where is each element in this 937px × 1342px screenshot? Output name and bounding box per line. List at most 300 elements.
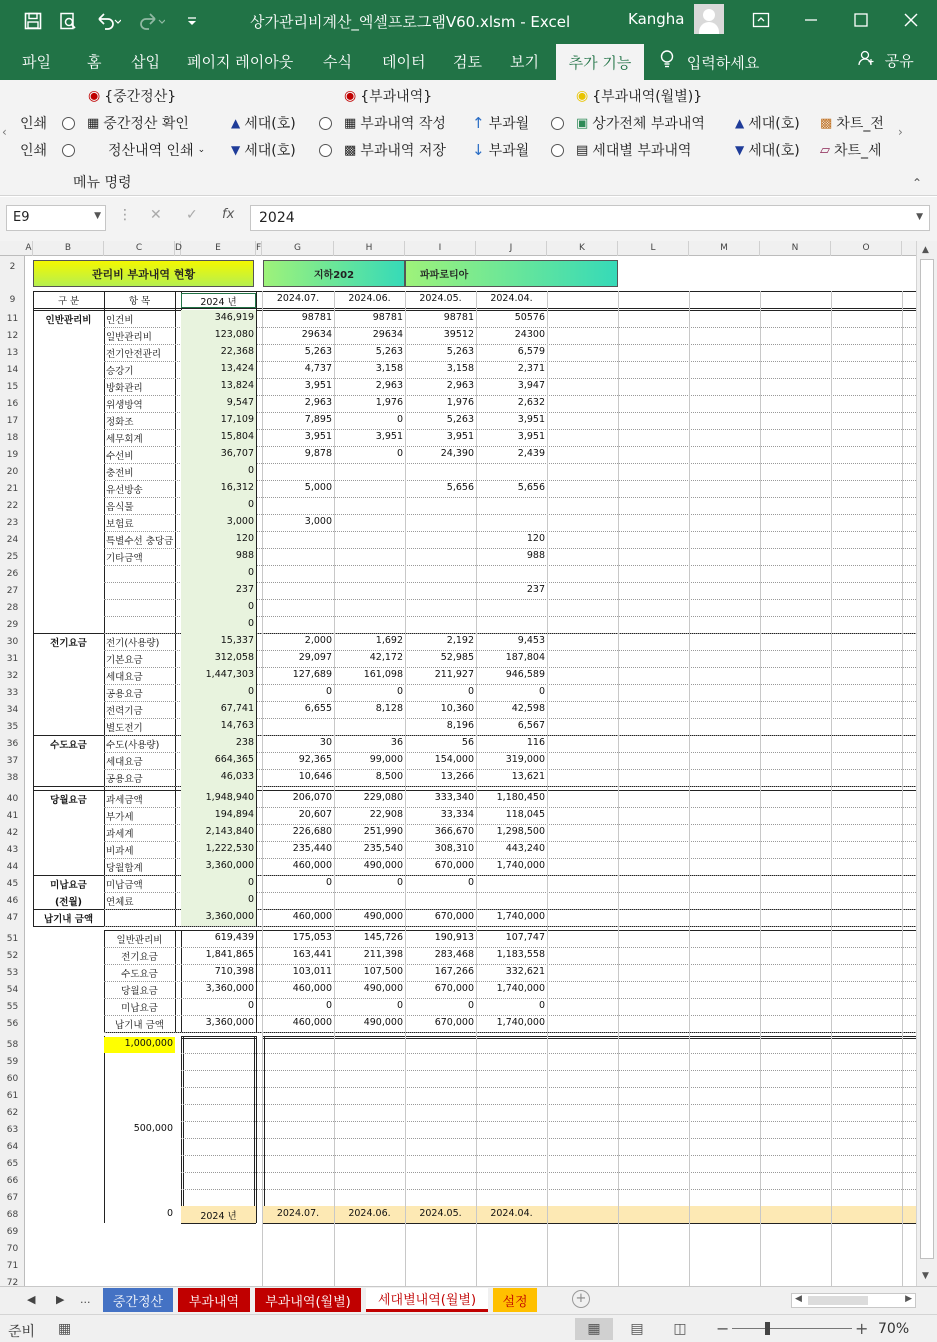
month-value[interactable]	[262, 584, 334, 599]
month-value[interactable]	[334, 584, 405, 599]
row-header[interactable]: 15	[6, 382, 19, 392]
sheet-more-icon[interactable]: ...	[80, 1293, 91, 1306]
column-header[interactable]: K	[547, 241, 618, 256]
year-total[interactable]: 9,547	[226, 397, 254, 408]
save-icon[interactable]	[16, 0, 50, 42]
month-value[interactable]: 3,951	[304, 380, 332, 391]
item-label[interactable]	[104, 618, 175, 633]
column-header[interactable]: L	[618, 241, 689, 256]
column-header[interactable]: D	[175, 241, 181, 256]
radio-1[interactable]	[62, 113, 75, 133]
summary-total[interactable]: 3,360,000	[205, 1017, 254, 1028]
row-header[interactable]: 37	[6, 756, 19, 766]
year-total[interactable]: 1,948,940	[205, 792, 254, 803]
row-header[interactable]: 31	[6, 654, 19, 664]
month-value[interactable]	[334, 601, 405, 616]
group-label[interactable]: 인반관리비	[45, 315, 92, 326]
item-label[interactable]: 음식물	[106, 502, 134, 513]
summary-month-value[interactable]: 167,266	[434, 966, 474, 977]
column-header[interactable]: A	[25, 241, 33, 256]
zoom-slider[interactable]	[732, 1328, 852, 1329]
customize-quick-access-icon[interactable]	[180, 0, 204, 42]
month-value[interactable]	[334, 720, 405, 735]
summary-month-value[interactable]: 145,726	[363, 932, 403, 943]
sheet-tab-charges-monthly[interactable]: 부과내역(월별)	[255, 1288, 361, 1312]
month-value[interactable]	[405, 601, 476, 616]
summary-month-value[interactable]: 0	[325, 1000, 332, 1011]
month-value[interactable]: 443,240	[505, 843, 545, 854]
month-value[interactable]: 366,670	[434, 826, 474, 837]
macro-record-icon[interactable]: ▦	[58, 1321, 72, 1337]
month-value[interactable]	[476, 618, 547, 633]
month-value[interactable]	[405, 567, 476, 582]
year-total[interactable]: 36,707	[220, 448, 254, 459]
summary-month-value[interactable]: 670,000	[434, 983, 474, 994]
month-value[interactable]: 7,895	[304, 414, 332, 425]
item-label[interactable]: 인건비	[106, 315, 134, 326]
column-header[interactable]: N	[760, 241, 831, 256]
zoom-level[interactable]: 70%	[878, 1321, 910, 1337]
row-header[interactable]: 36	[6, 739, 19, 749]
scroll-right-icon[interactable]: ▶	[905, 1294, 912, 1304]
unit-up-button-2[interactable]	[735, 113, 800, 133]
item-label[interactable]: 전기안전관리	[106, 349, 162, 360]
summary-month-value[interactable]: 1,183,558	[496, 949, 545, 960]
row-header[interactable]: 14	[6, 365, 19, 375]
row-header[interactable]: 29	[6, 620, 19, 630]
row-header[interactable]: 44	[6, 862, 19, 872]
sheet-next-icon[interactable]: ▶	[56, 1293, 65, 1306]
year-total[interactable]: 312,058	[214, 652, 254, 663]
month-value[interactable]: 10,360	[440, 703, 474, 714]
radio-3[interactable]	[551, 113, 564, 133]
zoom-slider-thumb[interactable]	[765, 1322, 770, 1335]
month-value[interactable]	[262, 499, 334, 514]
item-label[interactable]: 비과세	[106, 846, 134, 857]
month-value[interactable]: 2,963	[375, 380, 403, 391]
row-header[interactable]: 68	[6, 1210, 19, 1220]
month-value[interactable]	[476, 499, 547, 514]
item-label[interactable]: 정화조	[106, 417, 134, 428]
row-header[interactable]: 56	[6, 1019, 19, 1029]
month-value[interactable]: 0	[396, 686, 403, 697]
month-value[interactable]: 22,908	[369, 809, 403, 820]
item-label[interactable]: 특별수선 충당금	[106, 536, 174, 547]
page-layout-view-icon[interactable]: ▤	[630, 1321, 644, 1337]
month-value[interactable]: 229,080	[363, 792, 403, 803]
summary-total[interactable]: 0	[247, 1000, 254, 1011]
year-total[interactable]: 15,337	[220, 635, 254, 646]
summary-total[interactable]: 1,841,865	[205, 949, 254, 960]
item-label[interactable]: 세무회계	[106, 434, 143, 445]
row-header[interactable]: 72	[6, 1278, 19, 1286]
item-label[interactable]: 전력기금	[106, 706, 143, 717]
summary-month-value[interactable]: 670,000	[434, 1017, 474, 1028]
month-value[interactable]: 1,180,450	[496, 792, 545, 803]
group-label[interactable]: 전기요금	[50, 638, 87, 649]
month-value[interactable]: 33,334	[440, 809, 474, 820]
month-value[interactable]: 3,951	[517, 414, 545, 425]
zoom-in-button[interactable]: +	[855, 1319, 869, 1338]
sheet-tab-settings[interactable]: 설정	[493, 1288, 537, 1312]
month-value[interactable]: 0	[325, 877, 332, 888]
item-label[interactable]: 기본요금	[106, 655, 143, 666]
row-header[interactable]: 70	[6, 1244, 19, 1254]
item-label[interactable]: 승강기	[106, 366, 134, 377]
row-header[interactable]: 58	[6, 1040, 19, 1050]
month-down-button[interactable]	[472, 140, 529, 160]
row-header[interactable]: 34	[6, 705, 19, 715]
year-total[interactable]: 120	[235, 533, 254, 544]
month-value[interactable]: 4,737	[304, 363, 332, 374]
column-header[interactable]: I	[405, 241, 476, 256]
month-value[interactable]: 3,000	[304, 516, 332, 527]
maximize-icon[interactable]	[836, 0, 886, 40]
row-header[interactable]: 69	[6, 1227, 19, 1237]
row-header[interactable]: 16	[6, 399, 19, 409]
sheet-tab-unit-monthly[interactable]: 세대별내역(월별)	[366, 1288, 488, 1312]
unit-down-button-1[interactable]	[231, 140, 296, 160]
worksheet-grid[interactable]	[0, 241, 937, 1286]
year-total[interactable]: 0	[247, 465, 254, 476]
year-total[interactable]: 15,804	[220, 431, 254, 442]
item-label[interactable]: 당월합계	[106, 863, 143, 874]
row-header[interactable]: 63	[6, 1125, 19, 1135]
month-value[interactable]	[334, 516, 405, 531]
year-total[interactable]: 0	[247, 499, 254, 510]
month-value[interactable]	[262, 567, 334, 582]
year-total[interactable]: 3,360,000	[205, 860, 254, 871]
item-label[interactable]: 연체료	[106, 897, 134, 908]
group-interim-settlement[interactable]	[88, 86, 176, 106]
month-value[interactable]: 187,804	[505, 652, 545, 663]
row-header[interactable]: 59	[6, 1057, 19, 1067]
month-value[interactable]	[476, 516, 547, 531]
month-value[interactable]: 6,567	[517, 720, 545, 731]
month-value[interactable]	[262, 720, 334, 735]
month-value[interactable]: 5,263	[375, 346, 403, 357]
summary-month-value[interactable]: 460,000	[292, 1017, 332, 1028]
summary-month-value[interactable]: 460,000	[292, 983, 332, 994]
year-total[interactable]: 0	[247, 618, 254, 629]
chart-all-button[interactable]	[820, 113, 884, 133]
month-value[interactable]: 39512	[443, 329, 474, 340]
row-header[interactable]: 42	[6, 828, 19, 838]
row-header[interactable]: 64	[6, 1142, 19, 1152]
row-header[interactable]: 60	[6, 1074, 19, 1084]
month-value[interactable]: 98781	[372, 312, 403, 323]
month-value[interactable]: 5,000	[304, 482, 332, 493]
item-label[interactable]: 충전비	[106, 468, 134, 479]
month-value[interactable]: 120	[526, 533, 545, 544]
month-value[interactable]: 50576	[514, 312, 545, 323]
ribbon-scroll-right-icon[interactable]: ›	[898, 125, 903, 139]
share-button[interactable]	[858, 50, 914, 71]
row-header[interactable]: 52	[6, 951, 19, 961]
summary-label[interactable]: 미납요금	[121, 1003, 158, 1014]
month-value[interactable]	[262, 618, 334, 633]
month-value[interactable]: 1,298,500	[496, 826, 545, 837]
footer-month[interactable]: 2024.04.	[490, 1208, 533, 1219]
row-header[interactable]: 53	[6, 968, 19, 978]
month-value[interactable]: 6,579	[517, 346, 545, 357]
settle-print-button[interactable]	[108, 140, 205, 160]
ribbon-scroll-left-icon[interactable]: ‹	[2, 125, 7, 139]
month-value[interactable]: 29634	[301, 329, 332, 340]
month-value[interactable]: 9,453	[517, 635, 545, 646]
item-label[interactable]	[104, 911, 175, 926]
row-header[interactable]: 28	[6, 603, 19, 613]
print-preview-icon[interactable]	[52, 0, 84, 42]
month-value[interactable]: 3,158	[446, 363, 474, 374]
item-label[interactable]	[104, 567, 175, 582]
month-value[interactable]: 30	[319, 737, 332, 748]
month-value[interactable]	[334, 618, 405, 633]
year-total[interactable]: 16,312	[220, 482, 254, 493]
row-header[interactable]: 41	[6, 811, 19, 821]
month-value[interactable]: 3,951	[446, 431, 474, 442]
summary-month-value[interactable]: 190,913	[434, 932, 474, 943]
month-value[interactable]: 9,878	[304, 448, 332, 459]
month-value[interactable]: 0	[467, 877, 474, 888]
month-value[interactable]: 0	[396, 448, 403, 459]
row-header[interactable]: 47	[6, 913, 19, 923]
summary-label[interactable]: 수도요금	[121, 969, 158, 980]
tab-data[interactable]: 데이터	[382, 53, 426, 71]
year-total[interactable]: 0	[247, 894, 254, 905]
month-value[interactable]	[262, 601, 334, 616]
group-charges[interactable]	[344, 86, 432, 106]
add-sheet-icon[interactable]: +	[572, 1290, 590, 1308]
row-header[interactable]: 51	[6, 934, 19, 944]
month-value[interactable]: 118,045	[505, 809, 545, 820]
footer-month[interactable]: 2024.07.	[276, 1208, 320, 1219]
year-total[interactable]: 0	[247, 877, 254, 888]
year-total[interactable]: 22,368	[220, 346, 254, 357]
month-value[interactable]: 8,500	[375, 771, 403, 782]
row-header[interactable]: 13	[6, 348, 19, 358]
radio-4[interactable]	[62, 140, 75, 160]
summary-month-value[interactable]: 211,398	[363, 949, 403, 960]
header-month[interactable]: 2024.06.	[348, 293, 391, 304]
charge-write-button[interactable]	[344, 113, 446, 133]
month-value[interactable]: 0	[325, 686, 332, 697]
horizontal-scroll-thumb[interactable]	[808, 1296, 868, 1305]
row-header[interactable]: 30	[6, 637, 19, 647]
month-value[interactable]: 226,680	[292, 826, 332, 837]
month-value[interactable]: 5,263	[446, 414, 474, 425]
item-label[interactable]: 부가세	[106, 812, 134, 823]
item-label[interactable]: 별도전기	[106, 723, 143, 734]
year-total[interactable]: 346,919	[214, 312, 254, 323]
item-label[interactable]: 공용요금	[106, 774, 143, 785]
month-value[interactable]: 154,000	[434, 754, 474, 765]
header-month[interactable]: 2024.07.	[276, 293, 320, 304]
unit-charges-button[interactable]	[576, 140, 691, 160]
summary-label[interactable]: 당월요금	[121, 986, 158, 997]
row-header[interactable]: 11	[6, 314, 19, 324]
month-value[interactable]: 3,951	[375, 431, 403, 442]
item-label[interactable]: 기타금액	[106, 553, 143, 564]
month-value[interactable]: 946,589	[505, 669, 545, 680]
month-value[interactable]	[334, 482, 405, 497]
year-total[interactable]: 46,033	[220, 771, 254, 782]
month-value[interactable]	[405, 499, 476, 514]
year-total[interactable]: 237	[235, 584, 254, 595]
normal-view-icon[interactable]: ▦	[575, 1318, 613, 1340]
month-value[interactable]: 3,947	[517, 380, 545, 391]
month-value[interactable]: 235,540	[363, 843, 403, 854]
month-value[interactable]: 1,976	[375, 397, 403, 408]
header-item[interactable]: 항 목	[128, 296, 151, 307]
undo-icon[interactable]	[88, 0, 128, 42]
month-value[interactable]: 0	[396, 414, 403, 425]
year-total[interactable]: 664,365	[214, 754, 254, 765]
month-value[interactable]: 42,172	[369, 652, 403, 663]
user-name[interactable]: Kangha	[628, 10, 685, 28]
month-value[interactable]	[334, 567, 405, 582]
scroll-left-icon[interactable]: ◀	[795, 1294, 802, 1304]
header-month[interactable]: 2024.04.	[490, 293, 533, 304]
month-value[interactable]: 2,439	[517, 448, 545, 459]
month-value[interactable]: 333,340	[434, 792, 474, 803]
month-value[interactable]: 13,266	[440, 771, 474, 782]
month-value[interactable]: 98781	[301, 312, 332, 323]
row-header[interactable]: 17	[6, 416, 19, 426]
item-label[interactable]: 유선방송	[106, 485, 143, 496]
column-header[interactable]: F	[256, 241, 262, 256]
enter-check-icon[interactable]: ✓	[186, 207, 198, 223]
close-icon[interactable]	[886, 0, 936, 40]
item-label[interactable]: 과세계	[106, 829, 134, 840]
row-header[interactable]: 24	[6, 535, 19, 545]
month-up-button[interactable]	[472, 113, 529, 133]
print-button-1[interactable]: 인쇄	[20, 116, 48, 132]
header-year[interactable]: 2024 년	[181, 293, 256, 308]
summary-month-value[interactable]: 0	[538, 1000, 545, 1011]
month-value[interactable]	[405, 516, 476, 531]
header-month[interactable]: 2024.05.	[419, 293, 462, 304]
item-label[interactable]: 수선비	[106, 451, 134, 462]
month-value[interactable]: 36	[390, 737, 403, 748]
month-value[interactable]: 2,963	[304, 397, 332, 408]
row-header[interactable]: 65	[6, 1159, 19, 1169]
month-value[interactable]: 20,607	[298, 809, 332, 820]
minimize-icon[interactable]	[786, 0, 836, 40]
summary-total[interactable]: 619,439	[214, 932, 254, 943]
item-label[interactable]: 과세금액	[106, 795, 143, 806]
summary-label[interactable]: 납기내 금액	[115, 1020, 164, 1031]
charge-save-button[interactable]	[344, 140, 446, 160]
axis-max-label[interactable]: 1,000,000	[124, 1038, 173, 1049]
year-total[interactable]: 3,000	[226, 516, 254, 527]
month-value[interactable]: 251,990	[363, 826, 403, 837]
cells-area[interactable]	[25, 256, 916, 1286]
month-value[interactable]: 3,158	[375, 363, 403, 374]
column-header[interactable]: M	[689, 241, 760, 256]
month-value[interactable]	[476, 877, 547, 892]
summary-month-value[interactable]: 283,468	[434, 949, 474, 960]
month-value[interactable]	[476, 601, 547, 616]
month-value[interactable]: 490,000	[363, 911, 403, 922]
month-value[interactable]: 6,655	[304, 703, 332, 714]
print-button-2[interactable]: 인쇄	[20, 143, 48, 159]
month-value[interactable]: 308,310	[434, 843, 474, 854]
tab-insert[interactable]: 삽입	[131, 53, 160, 71]
month-value[interactable]	[405, 533, 476, 548]
item-label[interactable]: 세대요금	[106, 672, 143, 683]
vertical-scroll-thumb[interactable]	[920, 259, 934, 1259]
year-total[interactable]: 0	[247, 601, 254, 612]
sheet-tab-interim[interactable]: 중간정산	[103, 1288, 173, 1312]
month-value[interactable]: 670,000	[434, 911, 474, 922]
group-label[interactable]: 수도요금	[50, 740, 87, 751]
month-value[interactable]: 460,000	[292, 911, 332, 922]
summary-month-value[interactable]: 0	[467, 1000, 474, 1011]
month-value[interactable]	[334, 533, 405, 548]
month-value[interactable]: 2,192	[446, 635, 474, 646]
month-value[interactable]: 24,390	[440, 448, 474, 459]
month-value[interactable]: 1,976	[446, 397, 474, 408]
month-value[interactable]	[405, 550, 476, 565]
summary-total[interactable]: 3,360,000	[205, 983, 254, 994]
column-header[interactable]: J	[476, 241, 547, 256]
item-label[interactable]: 미납금액	[106, 880, 143, 891]
month-value[interactable]: 988	[526, 550, 545, 561]
month-value[interactable]	[476, 465, 547, 480]
summary-month-value[interactable]: 0	[396, 1000, 403, 1011]
row-header[interactable]: 23	[6, 518, 19, 528]
item-label[interactable]: 전기(사용량)	[106, 638, 160, 649]
month-value[interactable]: 5,656	[517, 482, 545, 493]
month-value[interactable]	[262, 550, 334, 565]
summary-label[interactable]: 전기요금	[121, 952, 158, 963]
month-value[interactable]: 29634	[372, 329, 403, 340]
tab-file[interactable]: 파일	[22, 53, 51, 71]
vertical-scrollbar[interactable]	[916, 241, 937, 1286]
axis-min-label[interactable]: 0	[166, 1208, 173, 1219]
summary-month-value[interactable]: 490,000	[363, 983, 403, 994]
year-total[interactable]: 67,741	[220, 703, 254, 714]
header-category[interactable]: 구 분	[57, 296, 80, 307]
axis-mid-label[interactable]: 500,000	[133, 1123, 173, 1134]
column-header[interactable]: B	[33, 241, 104, 256]
row-header[interactable]: 21	[6, 484, 19, 494]
month-value[interactable]	[334, 465, 405, 480]
tab-add-ins[interactable]: 추가 기능	[556, 44, 644, 80]
group-label[interactable]: 납기내 금액	[43, 914, 94, 925]
month-value[interactable]: 235,440	[292, 843, 332, 854]
year-total[interactable]: 2,143,840	[205, 826, 254, 837]
month-value[interactable]: 5,656	[446, 482, 474, 493]
group-label[interactable]: 당월요금	[50, 795, 87, 806]
row-header[interactable]: 40	[6, 794, 19, 804]
month-value[interactable]: 460,000	[292, 860, 332, 871]
month-value[interactable]: 2,963	[446, 380, 474, 391]
month-value[interactable]: 211,927	[434, 669, 474, 680]
item-label[interactable]	[104, 584, 175, 599]
row-header[interactable]: 27	[6, 586, 19, 596]
month-value[interactable]: 99,000	[369, 754, 403, 765]
footer-year[interactable]: 2024 년	[200, 1211, 237, 1222]
row-header[interactable]: 25	[6, 552, 19, 562]
row-header[interactable]: 26	[6, 569, 19, 579]
item-label[interactable]: 일반관리비	[106, 332, 152, 343]
month-value[interactable]: 5,263	[446, 346, 474, 357]
item-label[interactable]: 위생방역	[106, 400, 143, 411]
year-total[interactable]: 0	[247, 567, 254, 578]
ribbon-display-options-icon[interactable]	[736, 0, 786, 40]
